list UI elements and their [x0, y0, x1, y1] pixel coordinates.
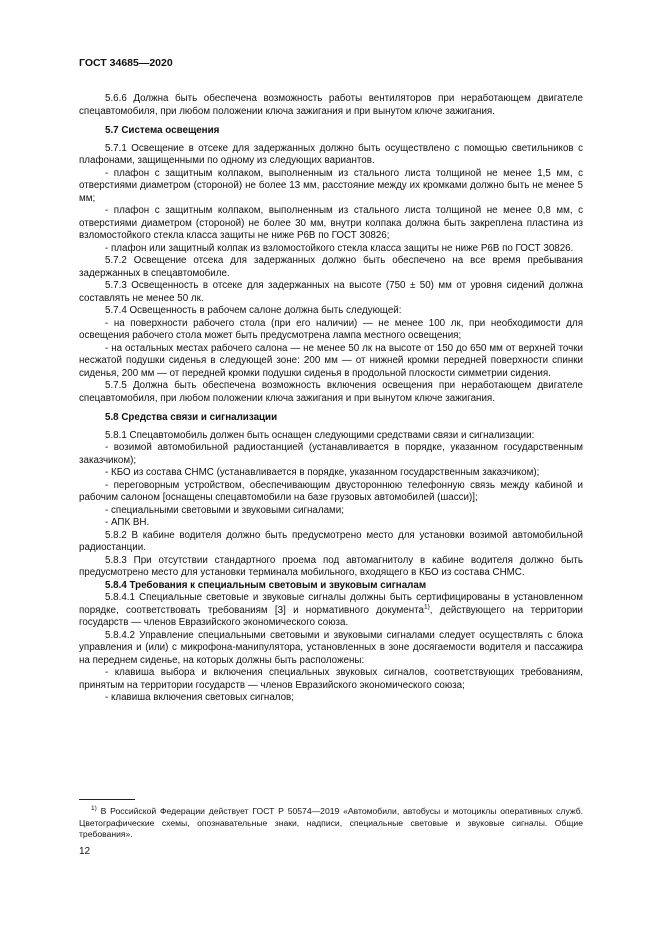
paragraph-text-tail: , действующего на территории государств — членов Евразийского экономического союза.	[79, 604, 583, 628]
list-item: - АПК ВН.	[105, 517, 150, 528]
list-item: - на остальных местах рабочего салона — не менее 50 лк на высоте от 150 до 650 мм от верхней точки несжатой подушки сиденья в следующей зоне: 200 мм — от нижней кромки передней поверхности спинки сиденья, 200 мм — от передней кромки подушки сиденья в продольной плоскости симметрии сидения.	[79, 342, 583, 379]
list-item: - плафон с защитным колпаком, выполненным из стального листа толщиной не менее 1,5 мм, с отверстиями диаметром (стороной) не более 13 мм, расстояние между их кромками должно быть не менее 5 мм;	[79, 167, 583, 204]
paragraph-5-8-1: 5.8.1 Спецавтомобиль должен быть оснащен следующими средствами связи и сигнализации:	[105, 429, 535, 441]
document-header: ГОСТ 34685—2020	[79, 57, 173, 69]
paragraph-5-8-3: 5.8.3 При отсутствии стандартного проема под автомагнитолу в кабине водителя должно быть предусмотрено место для установки терминала мобильного, входящего в КБО из состава СНМС.	[79, 554, 583, 578]
paragraph-5-8-4-2: 5.8.4.2 Управление специальными световыми и звуковыми сигналами следует осуществлять с блока управления и (или) с микрофона-манипулятора, установленных в зоне досягаемости водителя и пассажира на переднем сиденье, на которых должны быть расположены:	[79, 629, 583, 666]
list-item: - плафон с защитным колпаком, выполненным из стального листа толщиной не менее 0,8 мм, с отверстиями диаметром (стороной) не более 30 мм, внутри колпака должна быть закреплена пластина из взломостойкого стекла класса защиты не ниже Р6В по ГОСТ 30826;	[79, 205, 583, 241]
paragraph-5-7-3: 5.7.3 Освещенность в отсеке для задержанных на высоте (750 ± 50) мм от уровня сидений должна составлять не менее 50 лк.	[79, 280, 583, 304]
section-heading-5-7: 5.7 Система освещения	[105, 125, 220, 136]
document-body	[79, 93, 583, 705]
list-item: - клавиша выбора и включения специальных звуковых сигналов, соответствующих требованиям, принятым на территории государств — членов Евразийского экономического союза;	[79, 667, 583, 691]
footnote-reference[interactable]: 1)	[423, 603, 430, 611]
list-item: - КБО из состава СНМС (устанавливается в порядке, указанном государственным заказчиком);	[105, 467, 540, 478]
list-item: - клавиша включения световых сигналов;	[105, 692, 294, 703]
paragraph-5-7-1: 5.7.1 Освещение в отсеке для задержанных должно быть осуществлено с помощью светильников с плафонами, защищенными по одному из следующих вариантов.	[79, 142, 583, 166]
subsection-heading-5-8-4: 5.8.4 Требования к специальным световым и звуковым сигналам	[105, 579, 427, 591]
footnote-text	[79, 806, 583, 841]
paragraph-5-6-6: 5.6.6 Должна быть обеспечена возможность работы вентиляторов при неработающем двигателе спецавтомобиля, при любом положении ключа зажигания и при вынутом ключе зажигания.	[79, 93, 583, 117]
list-item: - возимой автомобильной радиостанцией (устанавливается в порядке, указанном государственным заказчиком);	[79, 442, 583, 466]
paragraph-5-8-2: 5.8.2 В кабине водителя должно быть предусмотрено место для установки возимой автомобильной радиостанции.	[79, 529, 583, 553]
footnote-body: В Российской Федерации действует ГОСТ Р 50574—2019 «Автомобили, автобусы и мотоциклы оперативных служб. Цветографические схемы, опознавательные знаки, надписи, специальные световые и звуковые сигналы. Общие требования».	[79, 806, 583, 839]
section-heading-5-8: 5.8 Средства связи и сигнализации	[105, 412, 278, 423]
list-item: - на поверхности рабочего стола (при его наличии) — не менее 100 лк, при необходимости для освещения рабочего стола может быть предусмотрена лампа местного освещения;	[79, 317, 583, 341]
paragraph-text: 5.8.4.1 Специальные световые и звуковые сигналы должны быть сертифицированы в установленном порядке, соответствовать требованиям [3] и нормативного документа	[79, 592, 583, 616]
footnote-divider	[79, 799, 135, 800]
paragraph-5-8-4-1	[79, 592, 583, 630]
paragraph-5-7-2: 5.7.2 Освещение отсека для задержанных должно быть обеспечено на все время пребывания задержанных в спецавтомобиле.	[79, 255, 583, 279]
footnote	[79, 806, 583, 841]
list-item: - переговорным устройством, обеспечивающим двустороннюю телефонную связь между кабиной и рабочим салоном [оснащены спецавтомобили на базе грузовых автомобилей (шасси)];	[79, 479, 583, 503]
paragraph-5-7-5: 5.7.5 Должна быть обеспечена возможность включения освещения при неработающем двигателе спецавтомобиля, при любом положении ключа зажигания и при вынутом ключе зажигания.	[79, 380, 583, 404]
page-number: 12	[79, 846, 91, 857]
list-item: - специальными световыми и звуковыми сигналами;	[105, 504, 344, 516]
footnote-marker: 1)	[91, 805, 97, 813]
paragraph-5-7-4: 5.7.4 Освещенность в рабочем салоне должна быть следующей:	[105, 305, 402, 316]
list-item: - плафон или защитный колпак из взломостойкого стекла класса защиты не ниже Р6В по ГОСТ 30826.	[105, 242, 574, 254]
